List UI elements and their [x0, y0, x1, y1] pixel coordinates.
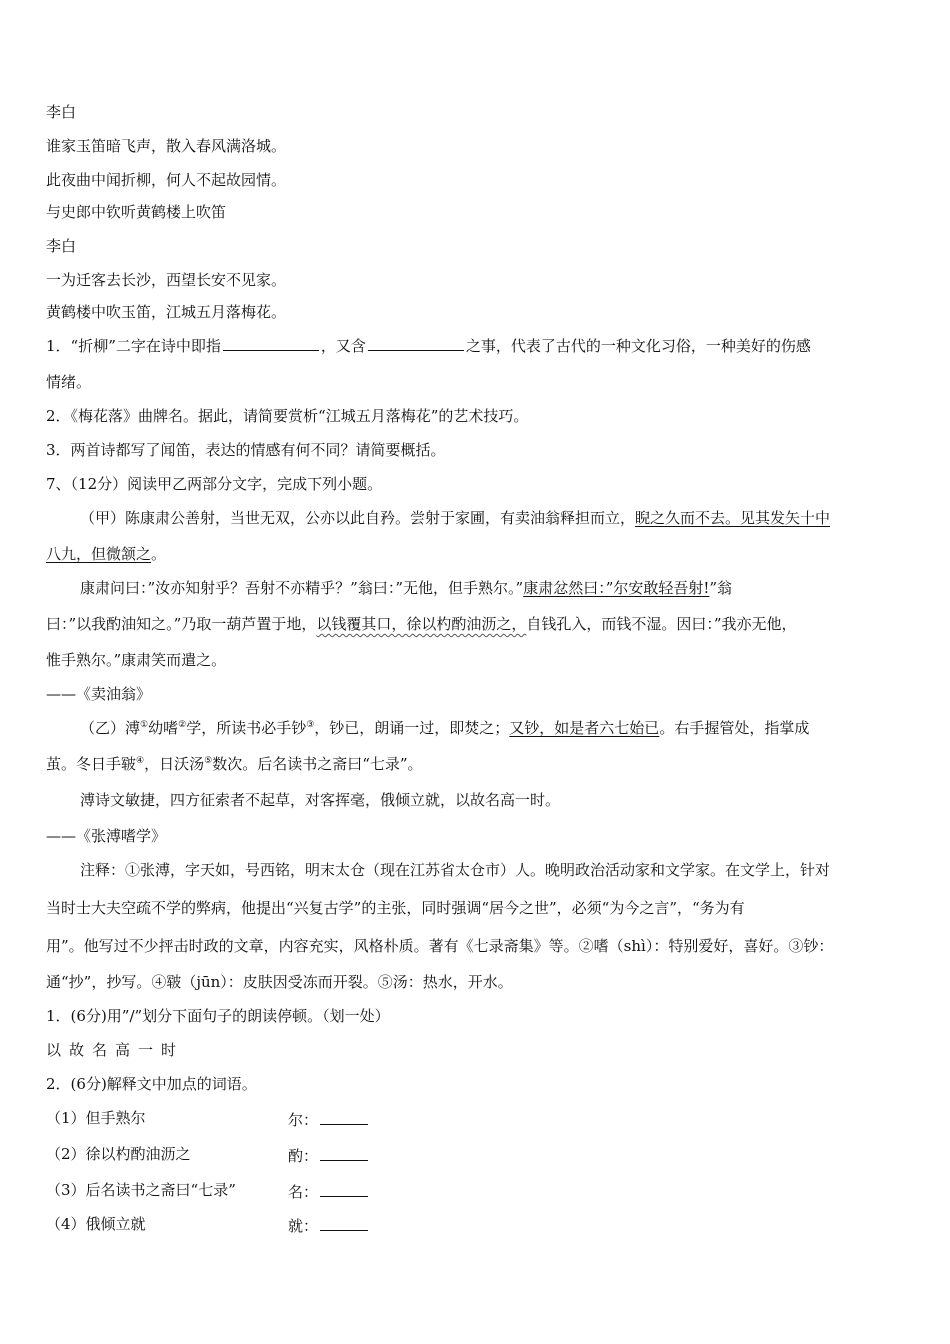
yi-text: 学，所读书必手钞 — [186, 719, 307, 737]
poem1-line1: 谁家玉笛暗飞声，散入春风满洛城。 — [46, 137, 287, 155]
vocab-item — [46, 1180, 236, 1200]
vocab-phrase: （2）徐以杓酌油沥之 — [46, 1145, 191, 1163]
yi-text: ，钞已，朗诵一过，即焚之； — [314, 719, 510, 737]
poem2-line2: 黄鹤楼中吹玉笛，江城五月落梅花。 — [46, 303, 287, 321]
jia-period: 。 — [151, 545, 167, 563]
jia-wavy-underlined: 以钱覆其口，徐以杓酌油沥之， — [316, 615, 527, 633]
jia-underlined-3: 八九，但微颔之 — [46, 545, 152, 563]
jia-underlined-4: 康肃忿然曰：”尔安敢轻吾射! — [523, 579, 710, 597]
jia-para2-line1 — [80, 578, 732, 598]
answer-blank[interactable] — [320, 1110, 368, 1125]
answer-blank[interactable] — [320, 1146, 368, 1161]
jia-para2-line3: 惟手熟尔。”康肃笑而遣之。 — [46, 651, 227, 669]
yi-source: ——《张溥嗜学》 — [46, 827, 167, 845]
q1-blank-2[interactable] — [368, 336, 464, 351]
vocab-answer — [288, 1110, 368, 1130]
note-ref-4: ④ — [136, 756, 145, 766]
poem1-line2: 此夜曲中闻折柳，何人不起故园情。 — [46, 171, 287, 189]
vocab-phrase: （3）后名读书之斋曰“七录” — [46, 1181, 236, 1199]
notes-line-4: 通“抄”，抄写。④皲（jūn）：皮肤因受冻而开裂。⑤汤：热水，开水。 — [46, 973, 513, 991]
vocab-answer — [288, 1146, 368, 1166]
note-ref-3: ③ — [306, 720, 315, 730]
jia-para1-line2 — [46, 544, 166, 564]
vocab-item — [46, 1108, 146, 1128]
vocab-word: 酌： — [288, 1147, 319, 1165]
poem2-line1: 一为迁客去长沙，西望长安不见家。 — [46, 271, 287, 289]
yi-text: 数次。后名读书之斋曰“七录”。 — [212, 755, 423, 773]
poem2-title: 与史郎中钦听黄鹤楼上吹笛 — [46, 203, 227, 221]
q1-blank-1[interactable] — [223, 336, 319, 351]
yi-text: （乙）溥 — [80, 719, 141, 737]
sub-question-1-label: 1．(6分)用”/”划分下面句子的朗读停顿。（划一处） — [46, 1007, 390, 1025]
jia-text: 曰：”以我酌油知之。”乃取一葫芦置于地， — [46, 615, 317, 633]
jia-text: ”翁 — [709, 579, 733, 597]
yi-text: 幼嗜 — [148, 719, 179, 737]
question-7-heading: 7、（12分）阅读甲乙两部分文字，完成下列小题。 — [46, 475, 383, 493]
q1-text-a: 1．“折柳”二字在诗中即指 — [46, 337, 221, 355]
vocab-answer — [288, 1182, 368, 1202]
jia-source: ——《卖油翁》 — [46, 685, 152, 703]
yi-text: ，日沃汤 — [144, 755, 205, 773]
vocab-word: 就： — [288, 1217, 319, 1235]
jia-para2-line2 — [46, 614, 797, 634]
jia-para1-line1 — [80, 508, 830, 528]
yi-underlined: 又钞，如是者六七始已 — [509, 719, 660, 737]
q1-text-b: ，又含 — [320, 337, 366, 355]
vocab-word: 名： — [288, 1183, 319, 1201]
poem2-author: 李白 — [46, 237, 77, 255]
vocab-phrase: （1）但手熟尔 — [46, 1109, 146, 1127]
answer-blank[interactable] — [320, 1182, 368, 1197]
vocab-item — [46, 1214, 146, 1234]
jia-text: （甲）陈康肃公善射，当世无双，公亦以此自矜。尝射于家圃，有卖油翁释担而立， — [80, 509, 636, 527]
poem-question-1 — [46, 336, 811, 356]
poem-question-3: 3．两首诗都写了闻笛，表达的情感有何不同？请简要概括。 — [46, 441, 446, 459]
notes-line-3: 用”。他写过不少抨击时政的文章，内容充实，风格朴质。著有《七录斋集》等。②嗜（shì）：特别爱好，喜好。③钞： — [46, 937, 834, 955]
yi-text: 茧。冬日手皲 — [46, 755, 137, 773]
q1-text-c: 之事，代表了古代的一种文化习俗，一种美好的伤感 — [465, 337, 811, 355]
yi-para1-line2 — [46, 754, 423, 774]
yi-para1-line1 — [80, 718, 809, 738]
vocab-phrase: （4）俄倾立就 — [46, 1215, 146, 1233]
jia-text: 康肃问曰：”汝亦知射乎？吾射不亦精乎？”翁曰：”无他，但手熟尔。” — [80, 579, 524, 597]
vocab-word: 尔： — [288, 1111, 319, 1129]
jia-underlined-2: 见其发矢十中 — [740, 509, 831, 527]
notes-line-1: 注释：①张溥，字天如，号西铭，明末太仓（现在江苏省太仓市）人。晚明政治活动家和文学家。在文学上，针对 — [80, 861, 831, 879]
sub-question-2-label: 2．(6分)解释文中加点的词语。 — [46, 1075, 257, 1093]
answer-blank[interactable] — [320, 1216, 368, 1231]
poem-question-1-cont: 情绪。 — [46, 373, 92, 391]
yi-text: 。右手握管处，指掌成 — [659, 719, 810, 737]
note-ref-1: ① — [140, 720, 149, 730]
note-ref-5: ⑤ — [204, 756, 213, 766]
vocab-answer — [288, 1216, 368, 1236]
yi-para2: 溥诗文敏捷，四方征索者不起草，对客挥毫，俄倾立就，以故名高一时。 — [80, 791, 561, 809]
notes-line-2: 当时士大夫空疏不学的弊病，他提出“兴复古学”的主张，同时强调“居今之世”，必须“为今之言”，“务为有 — [46, 899, 745, 917]
jia-underlined-1: 睨之久而不去。 — [635, 509, 741, 527]
vocab-item — [46, 1144, 191, 1164]
poem-question-2: 2．《梅花落》曲牌名。据此，请简要赏析“江城五月落梅花”的艺术技巧。 — [46, 407, 529, 425]
note-ref-2: ② — [178, 720, 187, 730]
sub-question-1-sentence[interactable]: 以故名高一时 — [46, 1041, 185, 1059]
jia-text: 自钱孔入，而钱不湿。因曰：”我亦无他， — [526, 615, 797, 633]
poem1-author: 李白 — [46, 103, 77, 121]
